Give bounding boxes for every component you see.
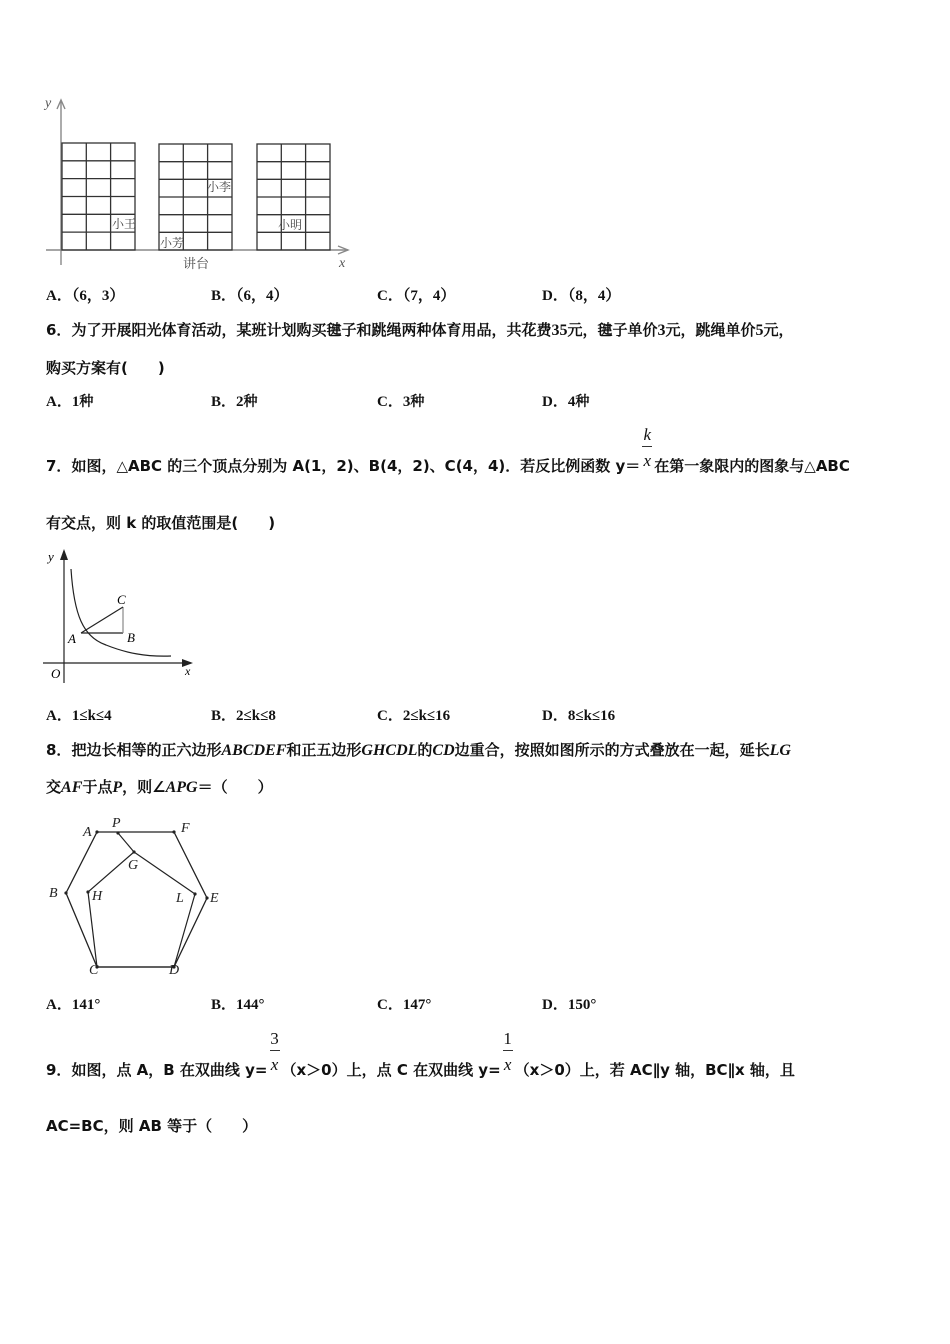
- label-e: E: [210, 891, 219, 906]
- fraction-denominator: x: [643, 451, 652, 470]
- question-number: 6．: [46, 321, 72, 339]
- option-value: 3: [402, 394, 411, 410]
- stem-text: 的: [417, 741, 433, 759]
- option-letter: C．: [377, 288, 403, 304]
- option-letter: B．: [211, 997, 237, 1013]
- q6-option-b[interactable]: [211, 392, 258, 412]
- q5-option-b[interactable]: [211, 286, 289, 306]
- fraction-3-over-x: [268, 1029, 282, 1075]
- label-p: P: [112, 816, 121, 831]
- x-axis-label: x: [339, 256, 346, 271]
- q7-option-c[interactable]: [377, 706, 450, 726]
- q6-stem-line2: 购买方案有( ): [46, 359, 165, 377]
- point-c-label: C: [117, 592, 126, 607]
- option-value: 4: [567, 394, 576, 410]
- y-axis-label: y: [45, 96, 52, 111]
- q8-option-d[interactable]: [542, 995, 596, 1015]
- seat-block-2: [159, 144, 232, 250]
- option-letter: D．: [542, 394, 568, 410]
- stem-text: 元，毽子单价: [567, 321, 658, 339]
- segment-name: AF: [61, 779, 83, 796]
- option-text: （8，4）: [567, 288, 621, 304]
- option-unit: 种: [243, 394, 258, 410]
- option-text: （7，4）: [402, 288, 456, 304]
- hexagon-name: ABCDEF: [221, 742, 287, 759]
- price-shuttlecock: 3: [657, 322, 666, 339]
- point-b-label: B: [127, 630, 135, 645]
- option-letter: A．: [46, 394, 72, 410]
- stem-text: 如图，△ABC 的三个顶点分别为 A(1，2)、B(4，2)、C(4，4)．若反比例函数 y＝: [71, 457, 641, 475]
- q8-stem-line2: [46, 777, 273, 798]
- option-text: 141°: [71, 997, 101, 1013]
- fraction-bar: [642, 446, 652, 447]
- student-label-xiaoli: 小李: [207, 180, 232, 194]
- question-number: 8．: [46, 741, 72, 759]
- option-text: 144°: [236, 997, 265, 1013]
- label-g: G: [128, 858, 139, 873]
- question-number: 9．: [46, 1061, 72, 1079]
- label-d: D: [169, 963, 180, 977]
- podium-label: 讲台: [183, 257, 210, 272]
- label-c: C: [89, 963, 99, 977]
- option-letter: D．: [542, 288, 568, 304]
- q6-option-c[interactable]: [377, 392, 424, 412]
- segment-ac: [81, 607, 123, 633]
- option-text: 8≤k≤16: [567, 708, 616, 724]
- label-f: F: [181, 821, 190, 836]
- stem-text: 在第一象限内的图象与△ABC: [654, 457, 850, 475]
- stem-text: 把边长相等的正六边形: [71, 741, 222, 759]
- shared-edge: CD: [432, 742, 455, 759]
- option-letter: C．: [377, 708, 403, 724]
- q8-option-b[interactable]: [211, 995, 265, 1015]
- seating-chart-figure: [40, 95, 360, 275]
- q8-option-c[interactable]: [377, 995, 431, 1015]
- option-value: 1: [71, 394, 80, 410]
- q6-stem-line1: [46, 320, 794, 341]
- option-text: 1≤k≤4: [71, 708, 112, 724]
- student-label-xiaofang: 小芳: [160, 236, 185, 250]
- q7-stem-line2: 有交点，则 k 的取值范围是( ): [46, 514, 276, 532]
- label-a: A: [83, 825, 92, 840]
- fraction-bar: [503, 1050, 513, 1051]
- fraction-k-over-x: [640, 425, 654, 471]
- stem-text: （x＞0）上，点 C 在双曲线 y=: [281, 1061, 501, 1079]
- fraction-1-over-x: [501, 1029, 515, 1075]
- price-rope: 5: [755, 322, 764, 339]
- angle-name: APG: [165, 779, 198, 796]
- pentagon-name: GHCDL: [361, 742, 418, 759]
- label-h: H: [92, 889, 103, 904]
- option-unit: 种: [79, 394, 94, 410]
- hyperbola-curve: [71, 569, 171, 656]
- q7-stem-line1: [46, 425, 850, 476]
- y-label: y: [48, 549, 54, 564]
- option-letter: D．: [542, 708, 568, 724]
- stem-text: 元，: [763, 321, 794, 339]
- q7-option-b[interactable]: [211, 706, 276, 726]
- hexagon-pentagon-figure: [40, 812, 230, 977]
- stem-text: （x＞0）上，若 AC∥y 轴，BC∥x 轴，且: [514, 1061, 795, 1079]
- option-text: （6，3）: [71, 288, 125, 304]
- q7-option-a[interactable]: [46, 706, 112, 726]
- extended-line: LG: [769, 742, 791, 759]
- option-value: 2: [236, 394, 244, 410]
- question-number: 7．: [46, 457, 72, 475]
- hyperbola-triangle-figure: [38, 545, 198, 685]
- stem-text: 为了开展阳光体育活动，某班计划购买毽子和跳绳两种体育用品，共花费: [71, 321, 552, 339]
- option-letter: B．: [211, 394, 237, 410]
- stem-text: ，则∠: [122, 778, 166, 796]
- option-text: （6，4）: [236, 288, 289, 304]
- stem-text: 如图，点 A，B 在双曲线 y=: [71, 1061, 268, 1079]
- hexagon-abcdef: [66, 832, 207, 967]
- option-letter: A．: [46, 708, 72, 724]
- option-letter: C．: [377, 394, 403, 410]
- q6-option-d[interactable]: [542, 392, 589, 412]
- point-a-label: A: [68, 631, 76, 646]
- q8-option-a[interactable]: [46, 995, 100, 1015]
- fraction-denominator: x: [503, 1055, 512, 1074]
- q8-stem-line1: [46, 740, 791, 761]
- fraction-numerator: 1: [503, 1029, 512, 1048]
- fraction-numerator: k: [643, 425, 652, 444]
- option-text: 2≤k≤16: [402, 708, 451, 724]
- option-letter: B．: [211, 708, 237, 724]
- q6-option-a[interactable]: [46, 392, 93, 412]
- option-letter: D．: [542, 997, 568, 1013]
- fraction-denominator: x: [270, 1055, 279, 1074]
- option-letter: A．: [46, 288, 72, 304]
- stem-text: 交: [46, 778, 62, 796]
- seat-block-3: [257, 144, 330, 250]
- option-text: 2≤k≤8: [236, 708, 276, 724]
- stem-text: 边重合，按照如图所示的方式叠放在一起，延长: [454, 741, 770, 759]
- pentagon-ghcdl: [88, 852, 195, 967]
- seat-block-1: [62, 143, 135, 250]
- stem-text: 元，跳绳单价: [665, 321, 756, 339]
- option-letter: C．: [377, 997, 403, 1013]
- fraction-bar: [270, 1050, 280, 1051]
- option-text: 150°: [567, 997, 597, 1013]
- q5-option-d[interactable]: [542, 286, 620, 306]
- option-unit: 种: [410, 394, 425, 410]
- label-l: L: [176, 891, 184, 906]
- extension-lg-to-p: [118, 833, 134, 852]
- x-label: x: [185, 664, 191, 678]
- option-unit: 种: [575, 394, 590, 410]
- y-axis-arrow-icon: [60, 549, 68, 560]
- stem-text: 于点: [82, 778, 113, 796]
- label-b: B: [49, 886, 58, 901]
- student-label-xiaowang: 小王: [112, 217, 137, 231]
- option-text: 147°: [402, 997, 432, 1013]
- option-letter: A．: [46, 997, 72, 1013]
- stem-text: ＝（ ）: [197, 778, 273, 796]
- q5-option-a[interactable]: [46, 286, 124, 306]
- option-letter: B．: [211, 288, 237, 304]
- point-name: P: [112, 779, 123, 796]
- fraction-numerator: 3: [270, 1029, 279, 1048]
- q5-option-c[interactable]: [377, 286, 455, 306]
- total-amount: 35: [551, 322, 568, 339]
- q9-stem-line2: AC=BC，则 AB 等于（ ）: [46, 1117, 258, 1135]
- q9-stem-line1: [46, 1029, 795, 1080]
- vertex-dots: [64, 830, 208, 968]
- origin-label: O: [51, 666, 61, 681]
- stem-text: 和正五边形: [286, 741, 362, 759]
- q7-option-d[interactable]: [542, 706, 615, 726]
- student-label-xiaoming: 小明: [278, 218, 303, 232]
